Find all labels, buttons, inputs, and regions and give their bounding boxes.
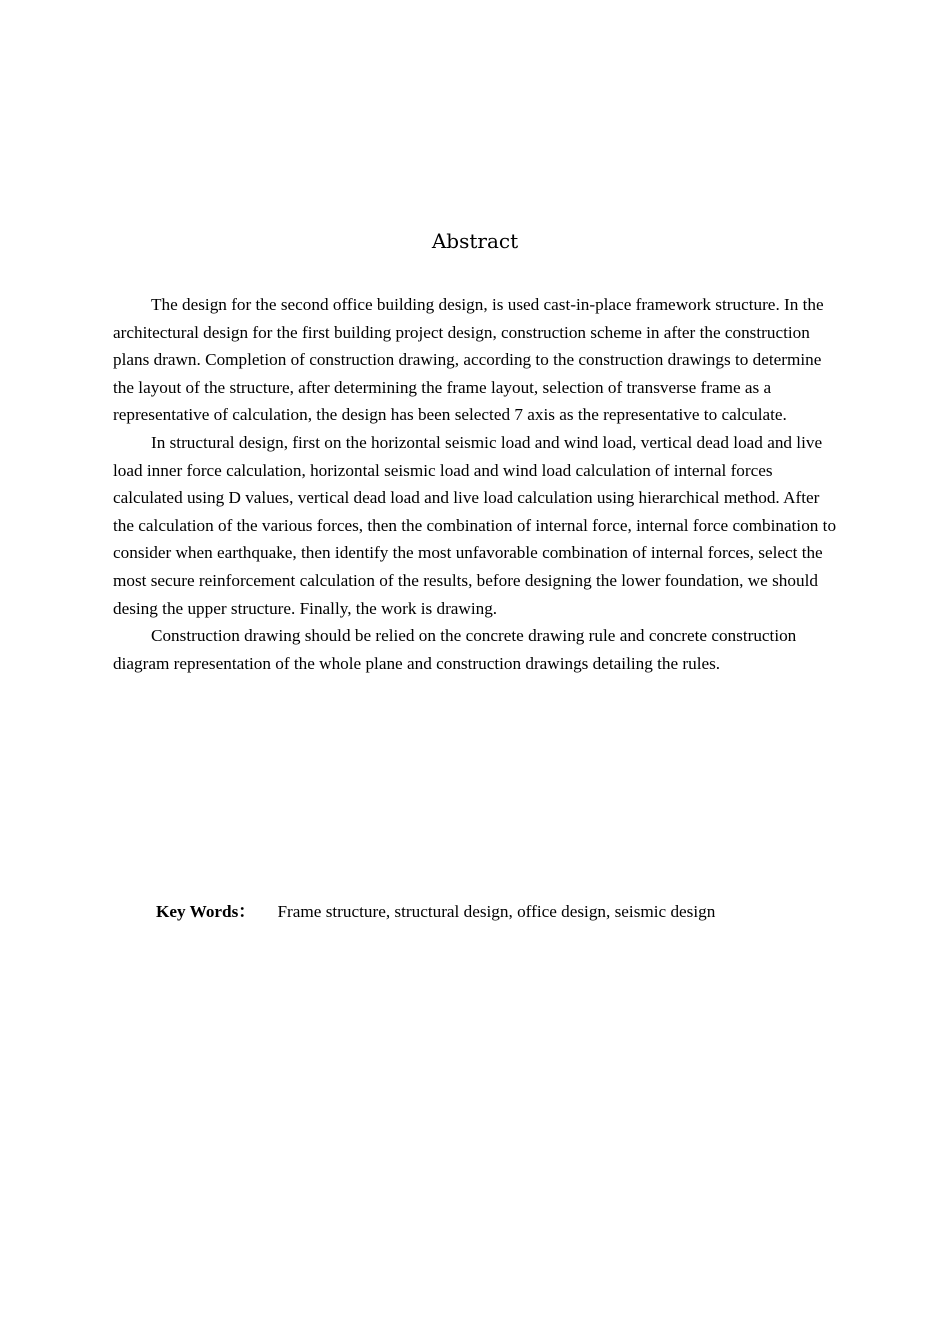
page-title: Abstract: [431, 229, 519, 253]
keywords-line: [156, 899, 856, 925]
abstract-paragraph-3: Construction drawing should be relied on the concrete drawing rule and concrete construction diagram representation of the whole plane and construction drawings detailing the rules.: [113, 626, 797, 673]
abstract-paragraph-2: In structural design, first on the horizontal seismic load and wind load, vertical dead load and live load inner force calculation, horizontal seismic load and wind load calculation of internal forces calculated using D values, vertical dead load and live load calculation using hierarchical method. After the calculation of the various forces, then the combination of internal force, internal force combination to consider when earthquake, then identify the most unfavorable combination of internal forces, select the most secure reinforcement calculation of the results, before designing the lower foundation, we should desing the upper structure. Finally, the work is drawing.: [113, 432, 837, 618]
abstract-paragraph-1: The design for the second office building design, is used cast-in-place framework structure. In the architectural design for the first building project design, construction scheme in after the construction plans drawn. Completion of construction drawing, according to the construction drawings to determine the layout of the structure, after determining the frame layout, selection of transverse frame as a representative of calculation, the design has been selected 7 axis as the representative to calculate.: [113, 295, 824, 425]
abstract-body: [113, 291, 837, 677]
keywords-value: Frame structure, structural design, office design, seismic design: [277, 902, 716, 921]
keywords-label: Key Words：: [156, 902, 256, 921]
